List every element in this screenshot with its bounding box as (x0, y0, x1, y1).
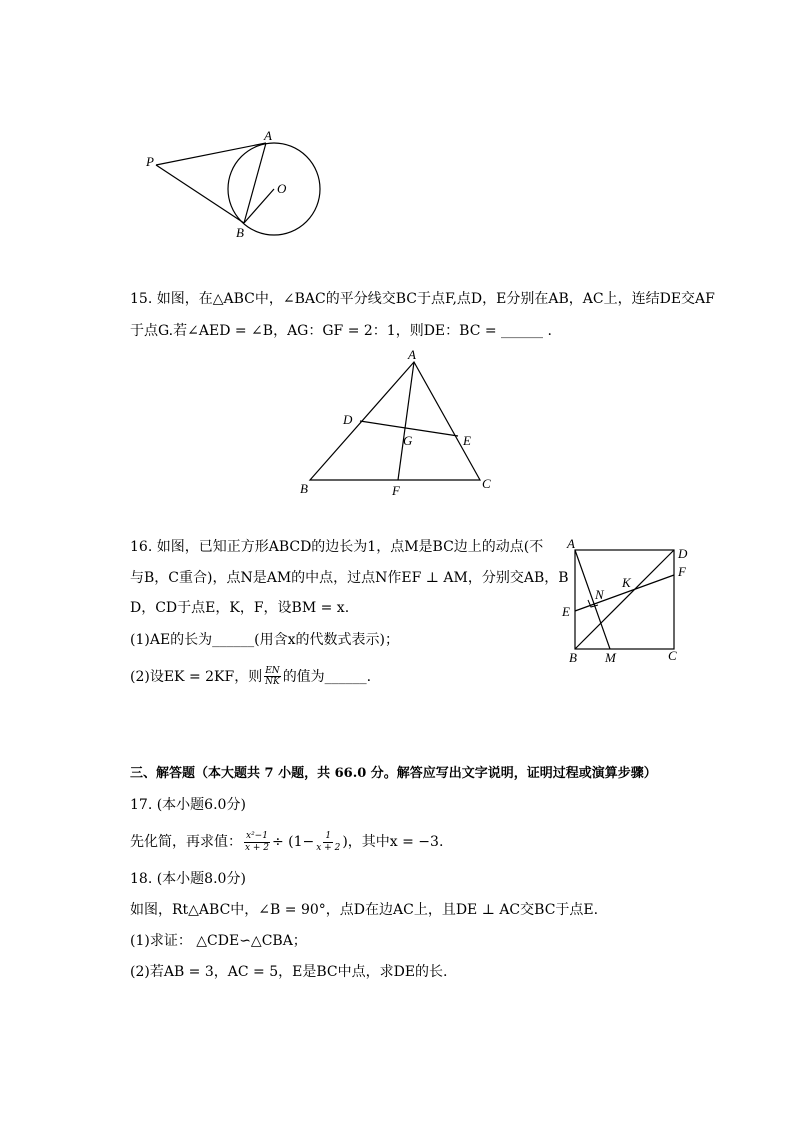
figure-15-triangle (295, 345, 505, 500)
q15-line2: 于点G.若∠AED = ∠B，AG：GF = 2：1，则DE：BC = ______ . (130, 323, 552, 339)
fraction-numerator: EN (265, 666, 280, 676)
label-a: A (408, 347, 416, 362)
label-b: B (300, 481, 308, 496)
q15-line1: 15. 如图，在△ABC中，∠BAC的平分线交BC于点F,点D，E分别在AB，AC上，连结DE交AF (130, 291, 715, 307)
label-e: E (562, 604, 570, 619)
label-d: D (343, 412, 353, 427)
label-a: A (264, 128, 272, 143)
label-a: A (567, 536, 575, 551)
fraction-2-numerator: 1 (325, 830, 332, 841)
q16-line1: 16. 如图，已知正方形ABCD的边长为1，点M是BC边上的动点(不 (130, 539, 544, 555)
diagonal-bd (575, 550, 674, 649)
fraction-1-denominator: x + 2 (244, 842, 270, 853)
label-b: B (236, 225, 244, 240)
label-n: N (595, 587, 604, 602)
figure-16-square (555, 535, 705, 670)
figure-14-circle-tangents (140, 125, 340, 245)
label-g: G (403, 433, 413, 448)
tangent-pa (156, 143, 266, 165)
label-m: M (605, 650, 616, 665)
label-b: B (569, 650, 577, 665)
q17-middle: ÷ (1− (271, 834, 315, 850)
label-c: C (668, 648, 677, 663)
fraction-1-numerator: x²−1 (246, 830, 268, 841)
fraction-denominator: NK (265, 677, 280, 687)
q18-line1: 如图，Rt△ABC中，∠B = 90°，点D在边AC上，且DE ⊥ AC交BC于点E. (130, 902, 599, 918)
fraction-2 (316, 831, 340, 854)
q16-sub2-prefix: (2)设EK = 2KF，则 (130, 668, 263, 685)
q16-sub2 (130, 666, 371, 687)
q17-expression (130, 828, 443, 856)
label-f: F (678, 564, 686, 579)
q18-header: 18. (本小题8.0分) (130, 871, 246, 887)
label-d: D (678, 546, 688, 561)
q18-sub1: (1)求证： △CDE∽△CBA； (130, 933, 307, 949)
q16-line3: D，CD于点E，K，F，设BM = x. (130, 600, 350, 616)
segment-af (398, 362, 414, 480)
q17-prefix: 先化简，再求值： (130, 834, 242, 850)
fraction-2-denominator: x + 2 (316, 842, 341, 853)
fraction-en-nk (264, 666, 280, 687)
label-e: E (463, 433, 471, 448)
q16-sub1: (1)AE的长为______(用含x的代数式表示)； (130, 632, 399, 648)
label-p: P (146, 154, 154, 169)
segment-am (575, 550, 610, 649)
triangle-abc (310, 362, 480, 480)
label-o: O (277, 181, 287, 196)
q17-suffix: )，其中x = −3. (342, 834, 444, 850)
q16-sub2-suffix: 的值为______. (282, 668, 372, 685)
q18-sub2: (2)若AB = 3，AC = 5，E是BC中点，求DE的长. (130, 964, 448, 980)
fraction-1 (244, 831, 270, 854)
label-f: F (392, 483, 400, 498)
q17-header: 17. (本小题6.0分) (130, 797, 246, 813)
label-k: K (622, 575, 631, 590)
q16-line2: 与B，C重合)，点N是AM的中点，过点N作EF ⊥ AM，分别交AB，B (130, 570, 569, 586)
section-3-title: 三、解答题（本大题共 7 小题，共 66.0 分。解答应写出文字说明，证明过程或演算步骤） (130, 766, 657, 781)
label-c: C (482, 476, 491, 491)
